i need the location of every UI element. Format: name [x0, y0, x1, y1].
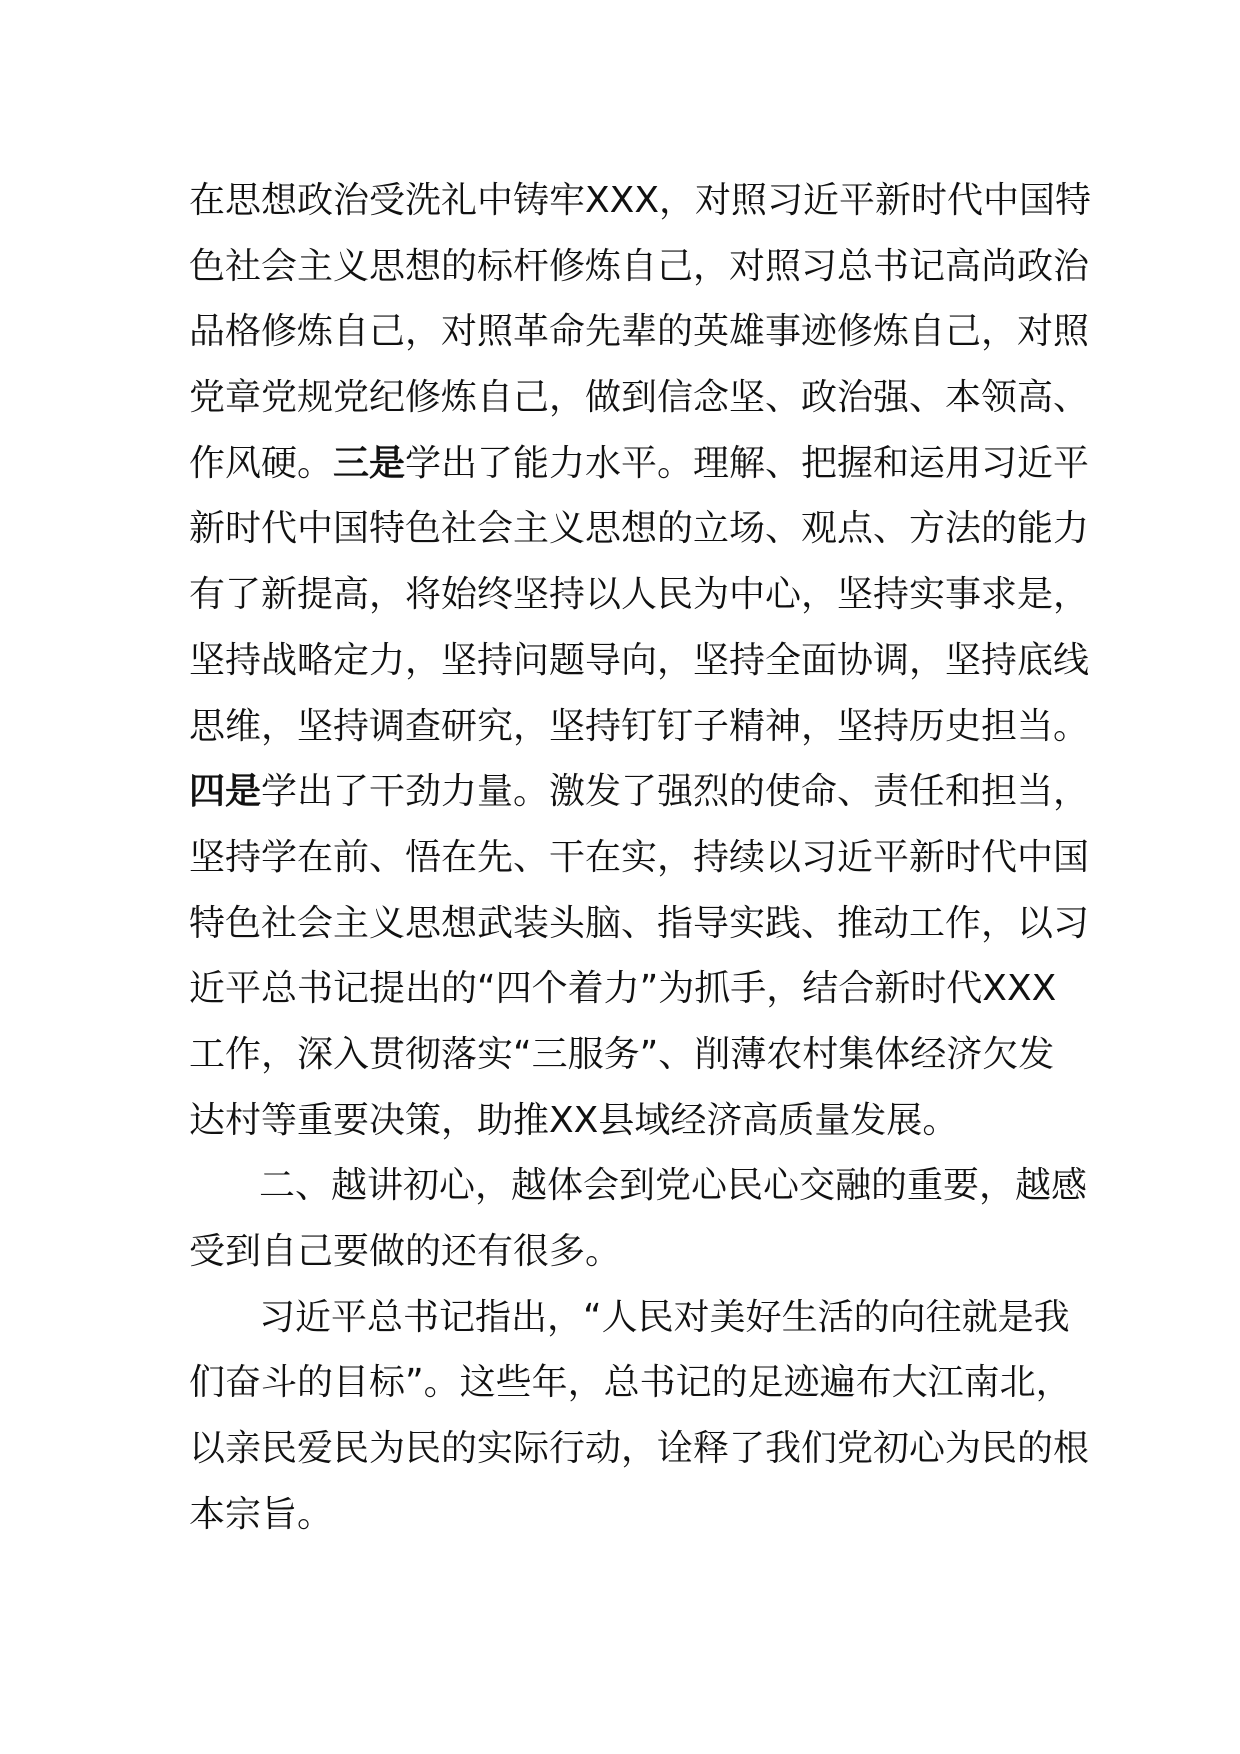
text-line: 达村等重要决策，助推XX县域经济高质量发展。 — [189, 1099, 959, 1141]
text-line: 坚持学在前、悟在先、干在实，持续以习近平新时代中国 — [189, 836, 1090, 878]
text-line: 有了新提高，将始终坚持以人民为中心，坚持实事求是， — [189, 574, 1090, 616]
paragraph-start-line: 习近平总书记指出，“人民对美好生活的向往就是我 — [259, 1296, 1070, 1338]
text-line: 思维，坚持调查研究，坚持钉钉子精神，坚持历史担当。 — [189, 705, 1090, 747]
emphasis-label-three: 三是 — [333, 442, 406, 484]
text-line: 近平总书记提出的“四个着力”为抓手，结合新时代XXX — [189, 968, 1057, 1010]
text-line: 色社会主义思想的标杆修炼自己，对照习总书记高尚政治 — [189, 245, 1090, 287]
text-line: 受到自己要做的还有很多。 — [189, 1231, 622, 1272]
text-line: 本宗旨。 — [189, 1493, 334, 1535]
text-fragment: 学出了干劲力量。激发了强烈的使命、责任和担当， — [261, 771, 1090, 813]
text-fragment: 学出了能力水平。理解、把握和运用习近平 — [405, 442, 1090, 484]
text-line: 在思想政治受洗礼中铸牢XXX，对照习近平新时代中国特 — [189, 180, 1091, 221]
section-heading-line: 二、越讲初心，越体会到党心民心交融的重要，越感 — [259, 1165, 1088, 1207]
text-line: 特色社会主义思想武装头脑、指导实践、推动工作，以习 — [189, 902, 1090, 944]
text-line: 们奋斗的目标”。这些年，总书记的足迹遍布大江南北， — [189, 1362, 1072, 1404]
text-line: 坚持战略定力，坚持问题导向，坚持全面协调，坚持底线 — [189, 639, 1090, 681]
text-line: 品格修炼自己，对照革命先辈的英雄事迹修炼自己，对照 — [189, 311, 1090, 353]
emphasis-label-four: 四是 — [189, 771, 262, 813]
document-body — [189, 168, 1091, 1547]
text-fragment: 作风硬。 — [189, 442, 334, 484]
text-line — [189, 431, 1090, 497]
text-line: 以亲民爱民为民的实际行动，诠释了我们党初心为民的根 — [189, 1428, 1090, 1470]
text-line: 党章党规党纪修炼自己，做到信念坚、政治强、本领高、 — [189, 377, 1090, 419]
text-line — [189, 759, 1090, 825]
text-line: 工作，深入贯彻落实“三服务”、削薄农村集体经济欠发 — [189, 1033, 1055, 1075]
text-line: 新时代中国特色社会主义思想的立场、观点、方法的能力 — [189, 508, 1090, 550]
